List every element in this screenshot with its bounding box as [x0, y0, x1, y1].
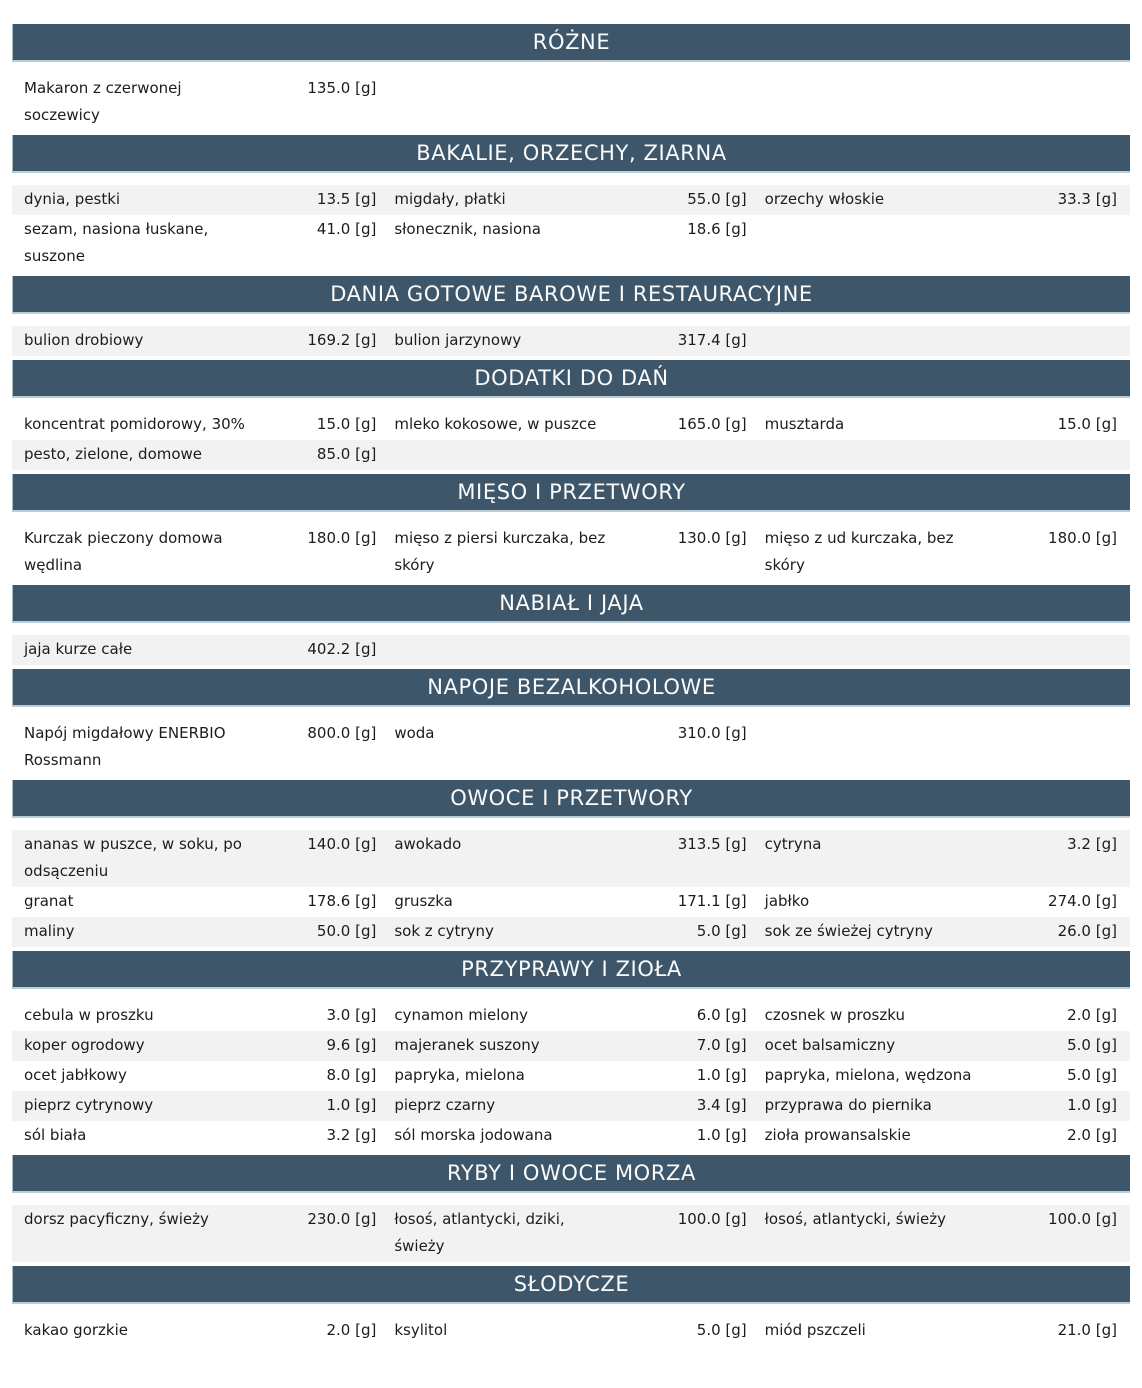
item-amount: 171.1 [g]	[677, 892, 747, 910]
section-title: BAKALIE, ORZECHY, ZIARNA	[416, 141, 727, 165]
item-name: mięso z ud kurczaka, bez skóry	[764, 529, 954, 574]
item-cell	[765, 410, 1117, 440]
item-cell	[24, 1121, 376, 1151]
item-cell	[394, 1121, 746, 1151]
section-header	[12, 360, 1130, 398]
section-title: OWOCE I PRZETWORY	[450, 786, 693, 810]
item-name: cynamon mielony	[394, 1006, 528, 1024]
item-amount: 100.0 [g]	[677, 1210, 747, 1228]
item-name: bulion jarzynowy	[394, 331, 522, 349]
section-title: SŁODYCZE	[513, 1272, 630, 1296]
item-amount: 140.0 [g]	[307, 835, 377, 853]
section-title: DODATKI DO DAŃ	[474, 366, 669, 390]
section-header	[12, 276, 1130, 314]
item-amount: 2.0 [g]	[1067, 1126, 1117, 1144]
item-name: słonecznik, nasiona	[394, 220, 541, 238]
item-amount: 85.0 [g]	[316, 445, 377, 463]
item-cell	[394, 719, 746, 776]
item-name: ananas w puszce, w soku, po odsączeniu	[24, 835, 242, 880]
item-cell	[765, 1121, 1117, 1151]
item-amount: 3.0 [g]	[326, 1006, 377, 1024]
item-name: Kurczak pieczony domowa wędlina	[24, 529, 223, 574]
item-amount: 317.4 [g]	[677, 331, 747, 349]
item-cell	[394, 1061, 746, 1091]
item-amount: 5.0 [g]	[1067, 1036, 1117, 1054]
item-cell	[24, 1031, 376, 1061]
item-amount: 180.0 [g]	[307, 529, 377, 547]
item-name: maliny	[24, 922, 75, 940]
item-name: sól biała	[24, 1126, 87, 1144]
section-header	[12, 585, 1130, 623]
item-name: kakao gorzkie	[24, 1321, 128, 1339]
table-row	[12, 410, 1130, 440]
section-title: DANIA GOTOWE BAROWE I RESTAURACYJNE	[330, 282, 813, 306]
item-name: gruszka	[394, 892, 453, 910]
item-amount: 800.0 [g]	[307, 724, 377, 742]
item-name: sok ze świeżej cytryny	[764, 922, 933, 940]
item-cell	[765, 830, 1117, 887]
item-name: łosoś, atlantycki, dziki, świeży	[394, 1210, 565, 1255]
item-cell	[24, 1001, 376, 1031]
item-name: Makaron z czerwonej soczewicy	[24, 79, 182, 124]
item-cell	[24, 185, 376, 215]
item-amount: 55.0 [g]	[687, 190, 747, 208]
item-cell	[765, 215, 1117, 272]
item-amount: 6.0 [g]	[696, 1006, 747, 1024]
item-cell	[394, 1316, 746, 1346]
item-cell	[394, 1031, 746, 1061]
table-row	[12, 635, 1130, 665]
item-amount: 13.5 [g]	[316, 190, 377, 208]
item-name: bulion drobiowy	[24, 331, 144, 349]
item-name: sok z cytryny	[394, 922, 494, 940]
item-cell	[24, 887, 376, 917]
section-header	[12, 135, 1130, 173]
item-cell	[24, 1316, 376, 1346]
item-cell	[24, 440, 376, 470]
item-cell	[24, 215, 376, 272]
item-name: orzechy włoskie	[764, 190, 885, 208]
item-amount: 100.0 [g]	[1048, 1210, 1117, 1228]
item-cell	[394, 1205, 746, 1262]
item-name: pieprz cytrynowy	[24, 1096, 154, 1114]
item-cell	[24, 524, 376, 581]
item-amount: 135.0 [g]	[307, 79, 377, 97]
item-cell	[24, 1205, 376, 1262]
item-amount: 18.6 [g]	[687, 220, 747, 238]
item-cell	[765, 1061, 1117, 1091]
item-amount: 3.4 [g]	[696, 1096, 747, 1114]
item-name: Napój migdałowy ENERBIO Rossmann	[24, 724, 226, 769]
item-amount: 3.2 [g]	[326, 1126, 377, 1144]
item-amount: 15.0 [g]	[1057, 415, 1117, 433]
item-amount: 41.0 [g]	[316, 220, 377, 238]
item-amount: 130.0 [g]	[677, 529, 747, 547]
item-name: sezam, nasiona łuskane, suszone	[24, 220, 209, 265]
section-header	[12, 951, 1130, 989]
item-name: jabłko	[764, 892, 810, 910]
item-amount: 21.0 [g]	[1057, 1321, 1117, 1339]
section-header	[12, 669, 1130, 707]
item-amount: 26.0 [g]	[1057, 922, 1117, 940]
item-amount: 5.0 [g]	[696, 922, 747, 940]
item-name: dynia, pestki	[24, 190, 121, 208]
item-cell	[24, 1091, 376, 1121]
item-amount: 165.0 [g]	[677, 415, 747, 433]
table-row	[12, 326, 1130, 356]
item-cell	[394, 215, 746, 272]
item-name: granat	[24, 892, 74, 910]
item-name: koncentrat pomidorowy, 30%	[24, 415, 245, 433]
item-cell	[394, 917, 746, 947]
table-row	[12, 1205, 1130, 1262]
item-name: mięso z piersi kurczaka, bez skóry	[394, 529, 606, 574]
item-name: ocet balsamiczny	[764, 1036, 896, 1054]
section-title: MIĘSO I PRZETWORY	[457, 480, 686, 504]
item-cell	[765, 887, 1117, 917]
item-cell	[394, 440, 746, 470]
item-amount: 3.2 [g]	[1067, 835, 1117, 853]
item-amount: 274.0 [g]	[1048, 892, 1117, 910]
item-amount: 230.0 [g]	[307, 1210, 377, 1228]
item-cell	[765, 1205, 1117, 1262]
item-amount: 1.0 [g]	[696, 1066, 747, 1084]
table-row	[12, 1091, 1130, 1121]
item-name: ocet jabłkowy	[24, 1066, 127, 1084]
item-name: pieprz czarny	[394, 1096, 496, 1114]
item-amount: 50.0 [g]	[316, 922, 377, 940]
item-name: czosnek w proszku	[764, 1006, 905, 1024]
item-name: papryka, mielona, wędzona	[764, 1066, 972, 1084]
table-row	[12, 1031, 1130, 1061]
section-header	[12, 24, 1130, 62]
item-cell	[765, 1091, 1117, 1121]
item-cell	[765, 635, 1117, 665]
item-cell	[765, 74, 1117, 131]
section-header	[12, 780, 1130, 818]
item-cell	[765, 524, 1117, 581]
table-row	[12, 185, 1130, 215]
table-row	[12, 830, 1130, 887]
item-cell	[24, 635, 376, 665]
item-name: majeranek suszony	[394, 1036, 540, 1054]
item-amount: 2.0 [g]	[326, 1321, 377, 1339]
item-name: zioła prowansalskie	[764, 1126, 911, 1144]
item-cell	[765, 917, 1117, 947]
item-amount: 5.0 [g]	[1067, 1066, 1117, 1084]
table-row	[12, 1316, 1130, 1346]
food-table	[12, 0, 1130, 1366]
table-row	[12, 524, 1130, 581]
item-amount: 180.0 [g]	[1048, 529, 1117, 547]
item-name: pesto, zielone, domowe	[24, 445, 203, 463]
table-row	[12, 917, 1130, 947]
item-name: sól morska jodowana	[394, 1126, 553, 1144]
item-name: cebula w proszku	[24, 1006, 154, 1024]
item-amount: 2.0 [g]	[1067, 1006, 1117, 1024]
section-title: PRZYPRAWY I ZIOŁA	[461, 957, 682, 981]
item-cell	[765, 440, 1117, 470]
section-header	[12, 1266, 1130, 1304]
table-row	[12, 1001, 1130, 1031]
item-name: przyprawa do piernika	[764, 1096, 932, 1114]
item-cell	[24, 410, 376, 440]
item-cell	[24, 74, 376, 131]
table-row	[12, 887, 1130, 917]
item-name: koper ogrodowy	[24, 1036, 145, 1054]
item-name: mleko kokosowe, w puszce	[394, 415, 597, 433]
item-cell	[394, 635, 746, 665]
item-name: woda	[394, 724, 435, 742]
item-cell	[394, 185, 746, 215]
table-row	[12, 440, 1130, 470]
item-amount: 1.0 [g]	[1067, 1096, 1117, 1114]
item-cell	[765, 326, 1117, 356]
item-cell	[24, 917, 376, 947]
item-name: cytryna	[764, 835, 822, 853]
item-cell	[765, 719, 1117, 776]
item-cell	[394, 1001, 746, 1031]
item-cell	[765, 185, 1117, 215]
item-name: jaja kurze całe	[24, 640, 133, 658]
item-amount: 310.0 [g]	[677, 724, 747, 742]
item-amount: 8.0 [g]	[326, 1066, 377, 1084]
item-amount: 7.0 [g]	[696, 1036, 747, 1054]
item-cell	[394, 326, 746, 356]
item-amount: 1.0 [g]	[696, 1126, 747, 1144]
item-cell	[394, 74, 746, 131]
item-amount: 169.2 [g]	[307, 331, 377, 349]
item-amount: 178.6 [g]	[307, 892, 377, 910]
item-cell	[24, 719, 376, 776]
item-amount: 1.0 [g]	[326, 1096, 377, 1114]
item-cell	[24, 326, 376, 356]
table-row	[12, 1061, 1130, 1091]
table-row	[12, 1121, 1130, 1151]
item-cell	[394, 524, 746, 581]
item-amount: 5.0 [g]	[696, 1321, 747, 1339]
item-amount: 9.6 [g]	[326, 1036, 377, 1054]
item-cell	[394, 1091, 746, 1121]
item-amount: 15.0 [g]	[316, 415, 377, 433]
item-cell	[394, 887, 746, 917]
item-amount: 313.5 [g]	[677, 835, 747, 853]
item-name: musztarda	[764, 415, 845, 433]
item-name: papryka, mielona	[394, 1066, 525, 1084]
item-cell	[765, 1316, 1117, 1346]
item-name: awokado	[394, 835, 462, 853]
item-cell	[394, 410, 746, 440]
item-cell	[765, 1001, 1117, 1031]
section-title: RYBY I OWOCE MORZA	[447, 1161, 696, 1185]
item-cell	[765, 1031, 1117, 1061]
item-cell	[394, 830, 746, 887]
section-header	[12, 474, 1130, 512]
section-header	[12, 1155, 1130, 1193]
item-name: ksylitol	[394, 1321, 448, 1339]
section-title: NAPOJE BEZALKOHOLOWE	[427, 675, 716, 699]
item-name: dorsz pacyficzny, świeży	[24, 1210, 209, 1228]
item-amount: 402.2 [g]	[307, 640, 377, 658]
section-title: NABIAŁ I JAJA	[499, 591, 644, 615]
table-row	[12, 215, 1130, 272]
item-name: łosoś, atlantycki, świeży	[764, 1210, 947, 1228]
section-title: RÓŻNE	[532, 30, 611, 54]
table-row	[12, 74, 1130, 131]
item-cell	[24, 830, 376, 887]
item-name: migdały, płatki	[394, 190, 506, 208]
item-name: miód pszczeli	[764, 1321, 866, 1339]
item-amount: 33.3 [g]	[1057, 190, 1117, 208]
table-row	[12, 719, 1130, 776]
item-cell	[24, 1061, 376, 1091]
